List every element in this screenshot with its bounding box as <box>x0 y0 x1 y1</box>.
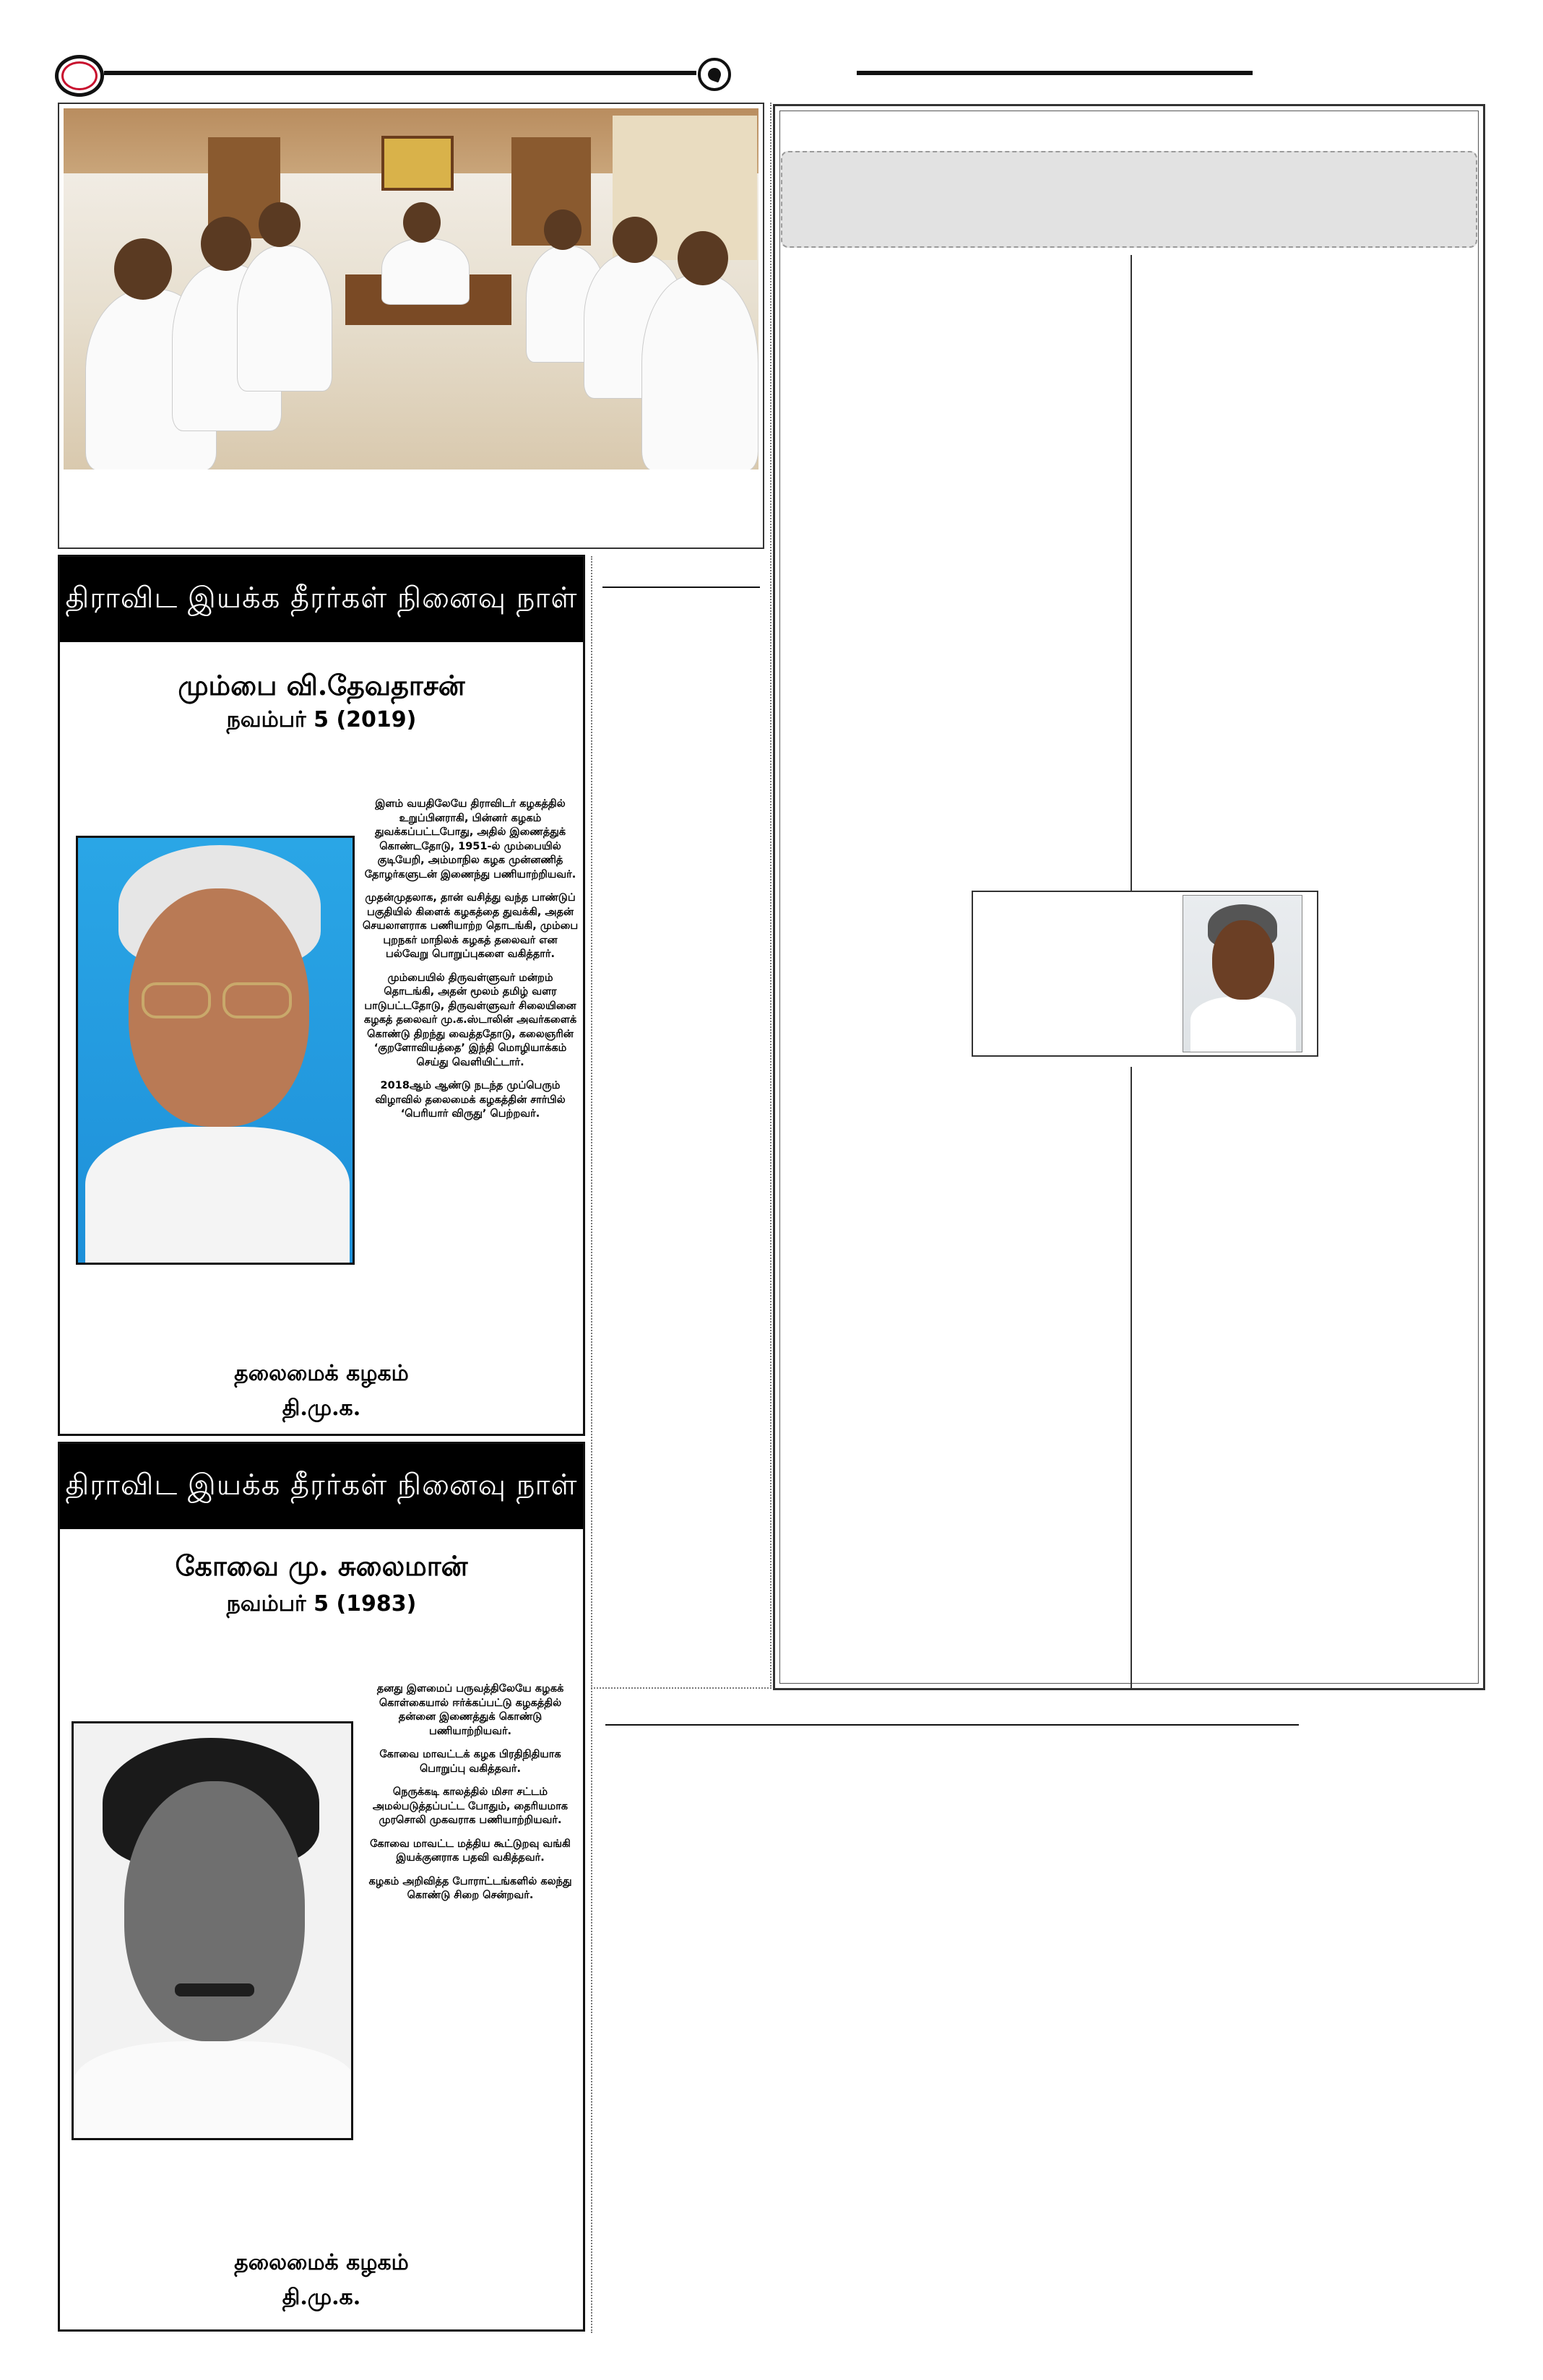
bio-paragraph: மும்பையில் திருவள்ளுவர் மன்றம் தொடங்கி, அதன் மூலம் தமிழ் வளர பாடுபட்டதோடு, திருவள்ளுவர் சிலையினை கழகத் தலைவர் மு.க.ஸ்டாலின் அவர்களைக் கொண்டு திறந்து வைத்ததோடு, கலைஞரின் ‘குறளோவியத்தை’ இந்தி மொழியாக்கம் செய்து வெளியிட்டார். <box>363 972 577 1068</box>
memorial-banner: திராவிட இயக்க தீரர்கள் நினைவு நாள் <box>60 1444 583 1529</box>
column-separator <box>770 103 772 1689</box>
memorial-name: மும்பை வி.தேவதாசன் <box>178 669 465 701</box>
column-separator <box>591 1687 772 1689</box>
memorial-signature <box>60 2246 583 2315</box>
memorial-date: நவம்பர் 5 (2019) <box>226 707 417 732</box>
header-rule-left <box>104 71 696 75</box>
memorial-portrait <box>76 836 355 1265</box>
section-rule <box>605 1724 1299 1726</box>
article-column-divider <box>1131 1067 1132 1688</box>
signature-party: தி.மு.க. <box>282 1395 361 1421</box>
article-frame <box>773 104 1485 1690</box>
memorial-signature <box>60 1356 583 1426</box>
header-rule-right <box>857 71 1253 75</box>
memorial-bio <box>362 1682 579 1913</box>
bio-paragraph: இளம் வயதிலேயே திராவிடர் கழகத்தில் உறுப்பினராகி, பின்னர் கழகம் துவக்கப்பட்டபோது, அதில் இணைத்துக் கொண்டதோடு, 1951-ல் மும்பையில் குடியேறி, அம்மாநில கழக முன்னணித் தோழர்களுடன் இணைந்து பணியாற்றியவர். <box>364 798 576 880</box>
memorial-name: கோவை மு. சுலைமான் <box>175 1549 468 1582</box>
memorial-bio <box>362 797 579 1131</box>
memorial-card <box>58 1442 585 2332</box>
memorial-date: நவம்பர் 5 (1983) <box>226 1591 417 1617</box>
signature-line: தலைமைக் கழகம் <box>234 1361 409 1386</box>
bio-paragraph: கழகம் அறிவித்த போராட்டங்களில் கலந்து கொண்டு சிறை சென்றவர். <box>368 1875 572 1901</box>
signature-line: தலைமைக் கழகம் <box>234 2250 409 2275</box>
page-number-badge <box>55 55 104 97</box>
column-rule <box>602 587 760 588</box>
bio-paragraph: தனது இளமைப் பருவத்திலேயே கழகக் கொள்கையால் ஈர்க்கப்பட்டு கழகத்தில் தன்னை இணைத்துக் கொண்டு பணியாற்றியவர். <box>376 1683 564 1737</box>
bio-paragraph: 2018ஆம் ஆண்டு நடந்த முப்பெரும் விழாவில் தலைமைக் கழகத்தின் சார்பில் ‘பெரியார் விருது’ பெற்றவர். <box>375 1080 566 1120</box>
meeting-photo <box>64 108 758 469</box>
article-headline-banner <box>781 151 1477 248</box>
bio-paragraph: முதன்முதலாக, தான் வசித்து வந்த பாண்டுப் பகுதியில் கிளைக் கழகத்தை துவக்கி, அதன் செயலாளராக பணியாற்ற தொடங்கி, மும்பை புறநகர் மாநிலக் கழகத் தலைவர் என பல்வேறு பொறுப்புகளை வகித்தார். <box>362 892 579 960</box>
meeting-photo-frame <box>58 103 764 549</box>
inset-photo-box <box>972 891 1318 1057</box>
memorial-banner: திராவிட இயக்க தீரர்கள் நினைவு நாள் <box>60 557 583 642</box>
bio-paragraph: நெருக்கடி காலத்தில் மிசா சட்டம் அமல்படுத்தப்பட்ட போதும், தைரியமாக முரசொலி முகவராக பணியாற்றியவர். <box>372 1786 569 1826</box>
bio-paragraph: கோவை மாவட்ட மத்திய கூட்டுறவு வங்கி இயக்குனராக பதவி வகித்தவர். <box>370 1838 571 1864</box>
rising-sun-icon <box>698 58 731 91</box>
memorial-portrait <box>72 1721 353 2140</box>
bio-paragraph: கோவை மாவட்டக் கழக பிரதிநிதியாக பொறுப்பு வகித்தவர். <box>379 1749 561 1775</box>
memorial-card <box>58 555 585 1436</box>
article-column-divider <box>1131 255 1132 990</box>
signature-party: தி.மு.க. <box>282 2285 361 2310</box>
column-separator <box>591 556 592 2333</box>
inset-portrait <box>1183 895 1302 1052</box>
